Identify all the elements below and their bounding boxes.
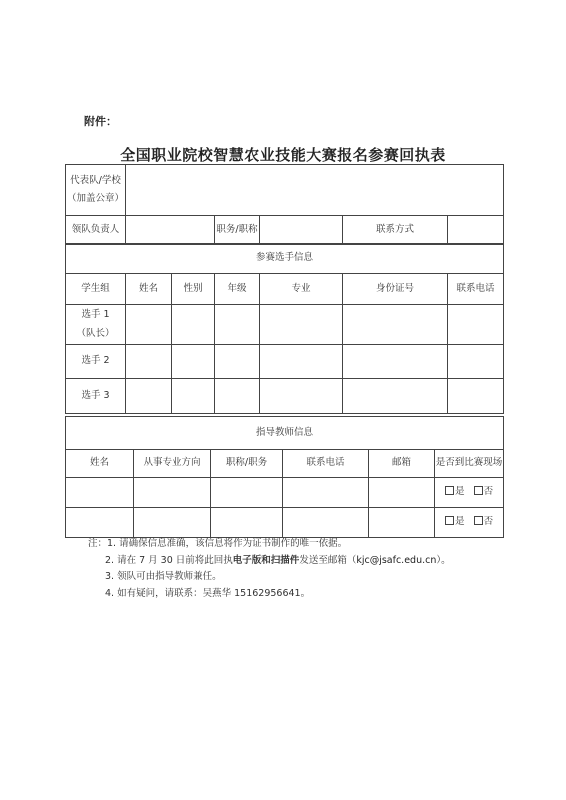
student-header-name: 姓名 — [126, 274, 172, 305]
student-phone-field[interactable] — [448, 305, 504, 345]
teacher-direction-field[interactable] — [134, 478, 211, 508]
team-school-field[interactable] — [126, 165, 504, 216]
notes — [88, 536, 451, 602]
student-header-id: 身份证号 — [343, 274, 448, 305]
attend-yes-option[interactable] — [445, 516, 465, 527]
student-header-group: 学生组 — [66, 274, 126, 305]
attend-yes-label: 是 — [454, 516, 465, 528]
attend-yes-label: 是 — [454, 486, 465, 498]
teacher-phone-field[interactable] — [283, 508, 369, 538]
teacher-header-phone: 联系电话 — [283, 450, 369, 478]
note-item-3: 3. 领队可由指导教师兼任。 — [105, 571, 222, 582]
attachment-label: 附件： — [84, 115, 117, 128]
contact-label: 联系方式 — [343, 216, 448, 245]
leader-label: 领队负责人 — [66, 216, 126, 245]
attend-yes-option[interactable] — [445, 486, 465, 497]
teacher-name-field[interactable] — [66, 478, 134, 508]
student-major-field[interactable] — [260, 379, 343, 414]
leader-field[interactable] — [126, 216, 215, 245]
student-row — [66, 379, 504, 414]
teacher-phone-field[interactable] — [283, 478, 369, 508]
student-header-phone: 联系电话 — [448, 274, 504, 305]
contact-field[interactable] — [448, 216, 504, 245]
teacher-header-direction: 从事专业方向 — [134, 450, 211, 478]
student-row-label-line: 选手 1 — [81, 309, 110, 321]
email-link[interactable]: kjc@jsafc.edu.cn — [356, 554, 437, 566]
student-grade-field[interactable] — [215, 305, 260, 345]
team-school-label-cell — [66, 165, 126, 216]
student-gender-field[interactable] — [172, 345, 215, 379]
student-row — [66, 305, 504, 345]
note-item-1: 注：1. 请确保信息准确，该信息将作为证书制作的唯一依据。 — [88, 538, 348, 549]
student-name-field[interactable] — [126, 379, 172, 414]
position-field[interactable] — [260, 216, 343, 245]
student-id-field[interactable] — [343, 379, 448, 414]
attend-no-option[interactable] — [474, 516, 494, 527]
student-phone-field[interactable] — [448, 379, 504, 414]
student-major-field[interactable] — [260, 345, 343, 379]
attend-options — [435, 508, 504, 538]
teacher-header-name: 姓名 — [66, 450, 134, 478]
teacher-email-field[interactable] — [369, 508, 435, 538]
student-header-gender: 性别 — [172, 274, 215, 305]
note-emphasis: 电子版和扫描件 — [232, 554, 300, 566]
student-header-major: 专业 — [260, 274, 343, 305]
student-id-field[interactable] — [343, 305, 448, 345]
student-row — [66, 345, 504, 379]
student-phone-field[interactable] — [448, 345, 504, 379]
teacher-header-attend: 是否到比赛现场 — [435, 450, 504, 478]
student-grade-field[interactable] — [215, 379, 260, 414]
teacher-name-field[interactable] — [66, 508, 134, 538]
student-name-field[interactable] — [126, 345, 172, 379]
attend-no-label: 否 — [483, 486, 494, 498]
student-major-field[interactable] — [260, 305, 343, 345]
student-name-field[interactable] — [126, 305, 172, 345]
teacher-title-field[interactable] — [211, 478, 283, 508]
teacher-section-title: 指导教师信息 — [66, 417, 504, 450]
official-seal-note: （加盖公章） — [66, 193, 124, 204]
student-row-label — [66, 305, 126, 345]
notes-prefix: 注： — [88, 538, 108, 549]
position-label: 职务/职称 — [215, 216, 260, 245]
teacher-row — [66, 508, 504, 538]
student-row-label: 选手 3 — [66, 379, 126, 414]
note-item-2: 2. 请在 7 月 30 日前将此回执电子版和扫描件发送至邮箱（kjc@jsafc.edu.cn）。 — [105, 554, 451, 566]
attend-options — [435, 478, 504, 508]
teacher-header-title: 职称/职务 — [211, 450, 283, 478]
student-info-table — [65, 243, 504, 414]
student-grade-field[interactable] — [215, 345, 260, 379]
captain-note: （队长） — [76, 327, 115, 339]
form-title: 全国职业院校智慧农业技能大赛报名参赛回执表 — [120, 146, 446, 164]
checkbox-icon[interactable] — [445, 516, 454, 525]
teacher-direction-field[interactable] — [134, 508, 211, 538]
teacher-info-table — [65, 416, 504, 538]
attend-no-label: 否 — [483, 516, 494, 528]
checkbox-icon[interactable] — [474, 486, 483, 495]
checkbox-icon[interactable] — [445, 486, 454, 495]
student-header-grade: 年级 — [215, 274, 260, 305]
team-school-label: 代表队/学校 — [70, 174, 121, 186]
student-section-title: 参赛选手信息 — [66, 244, 504, 274]
checkbox-icon[interactable] — [474, 516, 483, 525]
student-gender-field[interactable] — [172, 305, 215, 345]
teacher-header-email: 邮箱 — [369, 450, 435, 478]
student-id-field[interactable] — [343, 345, 448, 379]
student-row-label: 选手 2 — [66, 345, 126, 379]
student-gender-field[interactable] — [172, 379, 215, 414]
note-item-4: 4. 如有疑问，请联系：吴燕华 15162956641。 — [105, 587, 311, 599]
teacher-title-field[interactable] — [211, 508, 283, 538]
teacher-email-field[interactable] — [369, 478, 435, 508]
attend-no-option[interactable] — [474, 486, 494, 497]
registration-table — [65, 164, 504, 245]
teacher-row — [66, 478, 504, 508]
